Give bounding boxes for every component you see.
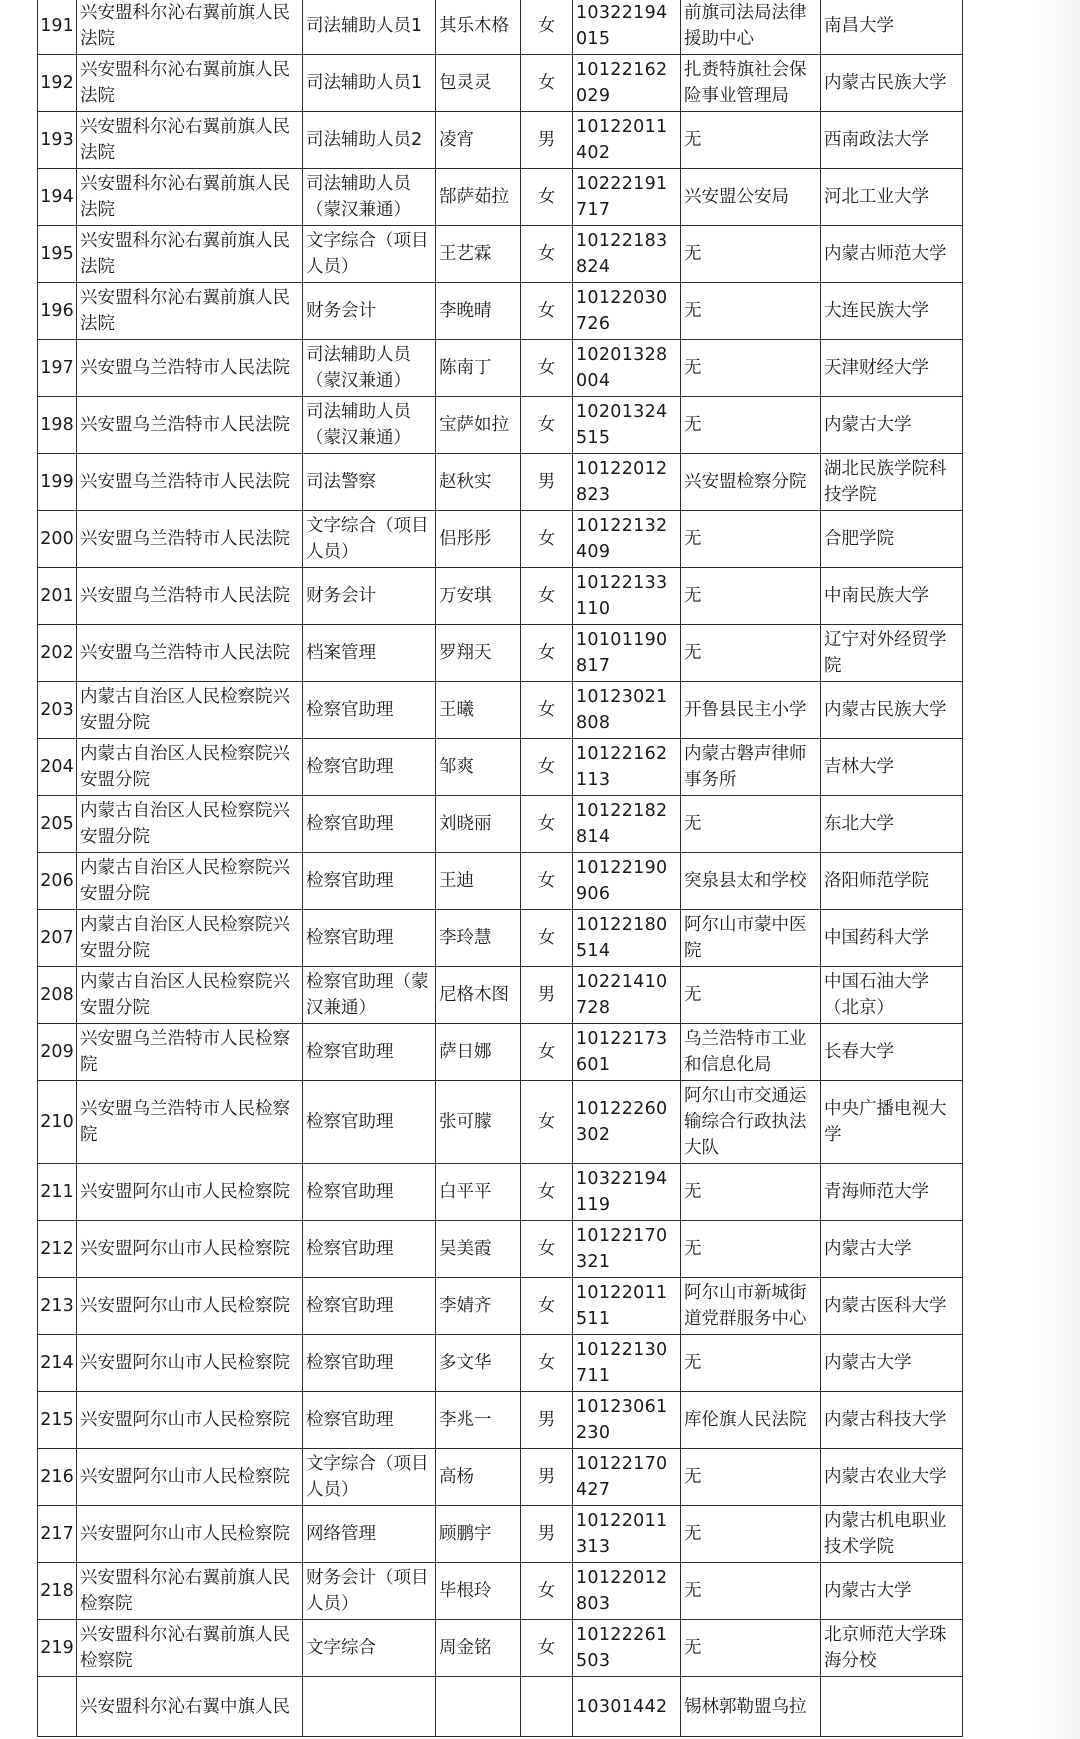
ticket-number-cell: 10221410728 — [573, 967, 681, 1024]
row-number-cell: 191 — [38, 0, 77, 55]
position-cell: 财务会计 — [303, 568, 436, 625]
name-cell: 吴美霞 — [436, 1221, 521, 1278]
name-cell: 王迪 — [436, 853, 521, 910]
name-cell: 张可朦 — [436, 1081, 521, 1164]
table-row — [38, 967, 963, 1024]
ticket-number-cell: 10122162113 — [573, 739, 681, 796]
position-cell: 检察官助理（蒙汉兼通） — [303, 967, 436, 1024]
ticket-number-cell: 10122011313 — [573, 1506, 681, 1563]
unit-cell: 兴安盟阿尔山市人民检察院 — [77, 1506, 303, 1563]
name-cell: 陈南丁 — [436, 340, 521, 397]
current-employer-cell: 兴安盟公安局 — [681, 169, 821, 226]
name-cell: 毕根玲 — [436, 1563, 521, 1620]
name-cell: 顾鹏宇 — [436, 1506, 521, 1563]
current-employer-cell: 无 — [681, 1563, 821, 1620]
school-cell: 长春大学 — [821, 1024, 963, 1081]
ticket-number-cell: 10122132409 — [573, 511, 681, 568]
unit-cell: 兴安盟科尔沁右翼前旗人民检察院 — [77, 1620, 303, 1677]
table-row — [38, 1081, 963, 1164]
row-number-cell — [38, 1677, 77, 1737]
name-cell: 包灵灵 — [436, 55, 521, 112]
school-cell: 洛阳师范学院 — [821, 853, 963, 910]
name-cell: 李兆一 — [436, 1392, 521, 1449]
table-row — [38, 1563, 963, 1620]
name-cell: 万安琪 — [436, 568, 521, 625]
position-cell — [303, 1677, 436, 1737]
gender-cell: 女 — [521, 340, 573, 397]
ticket-number-cell: 10122130711 — [573, 1335, 681, 1392]
position-cell: 司法辅助人员2 — [303, 112, 436, 169]
ticket-number-cell: 10122012823 — [573, 454, 681, 511]
current-employer-cell: 无 — [681, 1221, 821, 1278]
unit-cell: 内蒙古自治区人民检察院兴安盟分院 — [77, 739, 303, 796]
position-cell: 检察官助理 — [303, 796, 436, 853]
unit-cell: 兴安盟科尔沁右翼前旗人民法院 — [77, 169, 303, 226]
current-employer-cell: 无 — [681, 511, 821, 568]
table-row — [38, 910, 963, 967]
school-cell: 西南政法大学 — [821, 112, 963, 169]
school-cell: 中央广播电视大学 — [821, 1081, 963, 1164]
gender-cell: 女 — [521, 1164, 573, 1221]
current-employer-cell: 阿尔山市交通运输综合行政执法大队 — [681, 1081, 821, 1164]
current-employer-cell: 无 — [681, 283, 821, 340]
unit-cell: 兴安盟乌兰浩特市人民法院 — [77, 568, 303, 625]
school-cell: 内蒙古大学 — [821, 397, 963, 454]
gender-cell: 女 — [521, 1024, 573, 1081]
school-cell: 内蒙古大学 — [821, 1335, 963, 1392]
row-number-cell: 209 — [38, 1024, 77, 1081]
name-cell: 李婧齐 — [436, 1278, 521, 1335]
table-row — [38, 112, 963, 169]
row-number-cell: 204 — [38, 739, 77, 796]
row-number-cell: 194 — [38, 169, 77, 226]
current-employer-cell: 阿尔山市新城街道党群服务中心 — [681, 1278, 821, 1335]
name-cell: 李晚晴 — [436, 283, 521, 340]
ticket-number-cell: 10122011402 — [573, 112, 681, 169]
gender-cell: 女 — [521, 625, 573, 682]
name-cell: 侣彤彤 — [436, 511, 521, 568]
gender-cell: 男 — [521, 1506, 573, 1563]
name-cell: 凌宵 — [436, 112, 521, 169]
position-cell: 检察官助理 — [303, 1278, 436, 1335]
table-row — [38, 1620, 963, 1677]
row-number-cell: 217 — [38, 1506, 77, 1563]
current-employer-cell: 无 — [681, 1620, 821, 1677]
current-employer-cell: 兴安盟检察分院 — [681, 454, 821, 511]
row-number-cell: 218 — [38, 1563, 77, 1620]
position-cell: 检察官助理 — [303, 853, 436, 910]
school-cell: 合肥学院 — [821, 511, 963, 568]
name-cell: 李玲慧 — [436, 910, 521, 967]
current-employer-cell: 无 — [681, 1164, 821, 1221]
unit-cell: 兴安盟阿尔山市人民检察院 — [77, 1335, 303, 1392]
gender-cell: 男 — [521, 1392, 573, 1449]
gender-cell: 女 — [521, 397, 573, 454]
current-employer-cell: 无 — [681, 1449, 821, 1506]
ticket-number-cell: 10122170427 — [573, 1449, 681, 1506]
name-cell: 王曦 — [436, 682, 521, 739]
ticket-number-cell: 10122133110 — [573, 568, 681, 625]
unit-cell: 兴安盟乌兰浩特市人民法院 — [77, 511, 303, 568]
name-cell: 白平平 — [436, 1164, 521, 1221]
gender-cell: 男 — [521, 112, 573, 169]
school-cell: 中国药科大学 — [821, 910, 963, 967]
unit-cell: 兴安盟科尔沁右翼前旗人民法院 — [77, 0, 303, 55]
roster-table-container — [37, 0, 963, 1737]
position-cell: 财务会计（项目人员） — [303, 1563, 436, 1620]
school-cell: 内蒙古民族大学 — [821, 55, 963, 112]
school-cell: 北京师范大学珠海分校 — [821, 1620, 963, 1677]
table-row — [38, 1335, 963, 1392]
name-cell: 邹爽 — [436, 739, 521, 796]
position-cell: 检察官助理 — [303, 1024, 436, 1081]
table-row — [38, 796, 963, 853]
unit-cell: 内蒙古自治区人民检察院兴安盟分院 — [77, 796, 303, 853]
row-number-cell: 208 — [38, 967, 77, 1024]
unit-cell: 兴安盟科尔沁右翼前旗人民法院 — [77, 112, 303, 169]
unit-cell: 兴安盟乌兰浩特市人民法院 — [77, 454, 303, 511]
unit-cell: 兴安盟乌兰浩特市人民法院 — [77, 397, 303, 454]
ticket-number-cell: 10122162029 — [573, 55, 681, 112]
gender-cell: 女 — [521, 739, 573, 796]
school-cell: 大连民族大学 — [821, 283, 963, 340]
school-cell: 吉林大学 — [821, 739, 963, 796]
current-employer-cell: 前旗司法局法律援助中心 — [681, 0, 821, 55]
ticket-number-cell: 10301442 — [573, 1677, 681, 1737]
current-employer-cell: 无 — [681, 226, 821, 283]
ticket-number-cell: 10101190817 — [573, 625, 681, 682]
row-number-cell: 192 — [38, 55, 77, 112]
table-body — [38, 0, 963, 1737]
position-cell: 文字综合（项目人员） — [303, 1449, 436, 1506]
unit-cell: 兴安盟阿尔山市人民检察院 — [77, 1278, 303, 1335]
position-cell: 财务会计 — [303, 283, 436, 340]
current-employer-cell: 库伦旗人民法院 — [681, 1392, 821, 1449]
name-cell — [436, 1677, 521, 1737]
ticket-number-cell: 10122030726 — [573, 283, 681, 340]
current-employer-cell: 无 — [681, 967, 821, 1024]
table-row — [38, 853, 963, 910]
unit-cell: 兴安盟科尔沁右翼前旗人民检察院 — [77, 1563, 303, 1620]
position-cell: 司法警察 — [303, 454, 436, 511]
gender-cell: 女 — [521, 853, 573, 910]
row-number-cell: 211 — [38, 1164, 77, 1221]
row-number-cell: 210 — [38, 1081, 77, 1164]
unit-cell: 兴安盟乌兰浩特市人民法院 — [77, 625, 303, 682]
table-row — [38, 1392, 963, 1449]
unit-cell: 兴安盟乌兰浩特市人民检察院 — [77, 1081, 303, 1164]
row-number-cell: 207 — [38, 910, 77, 967]
table-row — [38, 0, 963, 55]
row-number-cell: 216 — [38, 1449, 77, 1506]
name-cell: 高杨 — [436, 1449, 521, 1506]
name-cell: 郜萨茹拉 — [436, 169, 521, 226]
position-cell: 检察官助理 — [303, 1335, 436, 1392]
current-employer-cell: 无 — [681, 1506, 821, 1563]
row-number-cell: 206 — [38, 853, 77, 910]
table-row — [38, 169, 963, 226]
position-cell: 文字综合（项目人员） — [303, 226, 436, 283]
position-cell: 档案管理 — [303, 625, 436, 682]
school-cell: 内蒙古大学 — [821, 1563, 963, 1620]
ticket-number-cell: 10122190906 — [573, 853, 681, 910]
school-cell: 内蒙古民族大学 — [821, 682, 963, 739]
ticket-number-cell: 10222191717 — [573, 169, 681, 226]
ticket-number-cell: 10123061230 — [573, 1392, 681, 1449]
roster-table — [37, 0, 963, 1737]
table-row — [38, 568, 963, 625]
position-cell: 司法辅助人员（蒙汉兼通） — [303, 397, 436, 454]
position-cell: 检察官助理 — [303, 910, 436, 967]
name-cell: 赵秋实 — [436, 454, 521, 511]
current-employer-cell: 突泉县太和学校 — [681, 853, 821, 910]
unit-cell: 兴安盟科尔沁右翼中旗人民 — [77, 1677, 303, 1737]
school-cell: 辽宁对外经贸学院 — [821, 625, 963, 682]
school-cell: 天津财经大学 — [821, 340, 963, 397]
ticket-number-cell: 10122170321 — [573, 1221, 681, 1278]
ticket-number-cell: 10122180514 — [573, 910, 681, 967]
school-cell — [821, 1677, 963, 1737]
position-cell: 文字综合（项目人员） — [303, 511, 436, 568]
school-cell: 东北大学 — [821, 796, 963, 853]
current-employer-cell: 无 — [681, 112, 821, 169]
current-employer-cell: 内蒙古磐声律师事务所 — [681, 739, 821, 796]
gender-cell: 女 — [521, 1620, 573, 1677]
current-employer-cell: 开鲁县民主小学 — [681, 682, 821, 739]
row-number-cell: 203 — [38, 682, 77, 739]
ticket-number-cell: 10122261503 — [573, 1620, 681, 1677]
current-employer-cell: 无 — [681, 340, 821, 397]
table-row — [38, 454, 963, 511]
gender-cell: 女 — [521, 1278, 573, 1335]
page-edge-shadow — [1030, 0, 1080, 1739]
table-row — [38, 226, 963, 283]
name-cell: 罗翔天 — [436, 625, 521, 682]
gender-cell: 女 — [521, 283, 573, 340]
gender-cell: 女 — [521, 1563, 573, 1620]
ticket-number-cell: 10322194015 — [573, 0, 681, 55]
ticket-number-cell: 10122173601 — [573, 1024, 681, 1081]
ticket-number-cell: 10123021808 — [573, 682, 681, 739]
row-number-cell: 205 — [38, 796, 77, 853]
table-row — [38, 1506, 963, 1563]
position-cell: 检察官助理 — [303, 1221, 436, 1278]
gender-cell: 女 — [521, 55, 573, 112]
current-employer-cell: 无 — [681, 397, 821, 454]
row-number-cell: 193 — [38, 112, 77, 169]
ticket-number-cell: 10322194119 — [573, 1164, 681, 1221]
row-number-cell: 219 — [38, 1620, 77, 1677]
unit-cell: 内蒙古自治区人民检察院兴安盟分院 — [77, 910, 303, 967]
unit-cell: 兴安盟科尔沁右翼前旗人民法院 — [77, 283, 303, 340]
gender-cell: 女 — [521, 1221, 573, 1278]
unit-cell: 兴安盟科尔沁右翼前旗人民法院 — [77, 226, 303, 283]
school-cell: 中国石油大学（北京） — [821, 967, 963, 1024]
current-employer-cell: 无 — [681, 1335, 821, 1392]
table-row — [38, 625, 963, 682]
row-number-cell: 215 — [38, 1392, 77, 1449]
current-employer-cell: 无 — [681, 796, 821, 853]
name-cell: 宝萨如拉 — [436, 397, 521, 454]
unit-cell: 兴安盟科尔沁右翼前旗人民法院 — [77, 55, 303, 112]
table-row — [38, 340, 963, 397]
name-cell: 尼格木图 — [436, 967, 521, 1024]
gender-cell — [521, 1677, 573, 1737]
table-row — [38, 739, 963, 796]
table-row — [38, 1449, 963, 1506]
ticket-number-cell: 10122012803 — [573, 1563, 681, 1620]
name-cell: 王艺霖 — [436, 226, 521, 283]
position-cell: 文字综合 — [303, 1620, 436, 1677]
current-employer-cell: 扎赉特旗社会保险事业管理局 — [681, 55, 821, 112]
row-number-cell: 202 — [38, 625, 77, 682]
school-cell: 内蒙古科技大学 — [821, 1392, 963, 1449]
table-row — [38, 1677, 963, 1737]
position-cell: 检察官助理 — [303, 1164, 436, 1221]
table-row — [38, 55, 963, 112]
row-number-cell: 212 — [38, 1221, 77, 1278]
gender-cell: 男 — [521, 454, 573, 511]
row-number-cell: 213 — [38, 1278, 77, 1335]
unit-cell: 兴安盟乌兰浩特市人民法院 — [77, 340, 303, 397]
position-cell: 司法辅助人员1 — [303, 55, 436, 112]
row-number-cell: 195 — [38, 226, 77, 283]
table-row — [38, 397, 963, 454]
table-row — [38, 1024, 963, 1081]
name-cell: 周金铭 — [436, 1620, 521, 1677]
ticket-number-cell: 10122260302 — [573, 1081, 681, 1164]
row-number-cell: 199 — [38, 454, 77, 511]
current-employer-cell: 无 — [681, 625, 821, 682]
gender-cell: 女 — [521, 568, 573, 625]
row-number-cell: 198 — [38, 397, 77, 454]
gender-cell: 女 — [521, 0, 573, 55]
ticket-number-cell: 10201324515 — [573, 397, 681, 454]
position-cell: 司法辅助人员（蒙汉兼通） — [303, 340, 436, 397]
current-employer-cell: 乌兰浩特市工业和信息化局 — [681, 1024, 821, 1081]
school-cell: 内蒙古师范大学 — [821, 226, 963, 283]
unit-cell: 内蒙古自治区人民检察院兴安盟分院 — [77, 967, 303, 1024]
gender-cell: 女 — [521, 910, 573, 967]
row-number-cell: 214 — [38, 1335, 77, 1392]
ticket-number-cell: 10122182814 — [573, 796, 681, 853]
ticket-number-cell: 10122011511 — [573, 1278, 681, 1335]
unit-cell: 兴安盟阿尔山市人民检察院 — [77, 1449, 303, 1506]
current-employer-cell: 无 — [681, 568, 821, 625]
name-cell: 其乐木格 — [436, 0, 521, 55]
table-row — [38, 283, 963, 340]
unit-cell: 内蒙古自治区人民检察院兴安盟分院 — [77, 682, 303, 739]
ticket-number-cell: 10122183824 — [573, 226, 681, 283]
unit-cell: 兴安盟阿尔山市人民检察院 — [77, 1164, 303, 1221]
gender-cell: 女 — [521, 169, 573, 226]
position-cell: 检察官助理 — [303, 682, 436, 739]
table-row — [38, 1278, 963, 1335]
row-number-cell: 201 — [38, 568, 77, 625]
current-employer-cell: 阿尔山市蒙中医院 — [681, 910, 821, 967]
gender-cell: 男 — [521, 967, 573, 1024]
name-cell: 多文华 — [436, 1335, 521, 1392]
ticket-number-cell: 10201328004 — [573, 340, 681, 397]
row-number-cell: 197 — [38, 340, 77, 397]
school-cell: 青海师范大学 — [821, 1164, 963, 1221]
row-number-cell: 196 — [38, 283, 77, 340]
unit-cell: 兴安盟阿尔山市人民检察院 — [77, 1392, 303, 1449]
table-row — [38, 511, 963, 568]
unit-cell: 兴安盟阿尔山市人民检察院 — [77, 1221, 303, 1278]
gender-cell: 女 — [521, 1335, 573, 1392]
gender-cell: 男 — [521, 1449, 573, 1506]
school-cell: 河北工业大学 — [821, 169, 963, 226]
school-cell: 内蒙古大学 — [821, 1221, 963, 1278]
school-cell: 中南民族大学 — [821, 568, 963, 625]
name-cell: 萨日娜 — [436, 1024, 521, 1081]
position-cell: 司法辅助人员1 — [303, 0, 436, 55]
unit-cell: 内蒙古自治区人民检察院兴安盟分院 — [77, 853, 303, 910]
table-row — [38, 1221, 963, 1278]
position-cell: 网络管理 — [303, 1506, 436, 1563]
gender-cell: 女 — [521, 226, 573, 283]
position-cell: 检察官助理 — [303, 1392, 436, 1449]
school-cell: 内蒙古机电职业技术学院 — [821, 1506, 963, 1563]
position-cell: 检察官助理 — [303, 739, 436, 796]
position-cell: 检察官助理 — [303, 1081, 436, 1164]
current-employer-cell: 锡林郭勒盟乌拉 — [681, 1677, 821, 1737]
row-number-cell: 200 — [38, 511, 77, 568]
table-row — [38, 682, 963, 739]
school-cell: 内蒙古医科大学 — [821, 1278, 963, 1335]
gender-cell: 女 — [521, 1081, 573, 1164]
gender-cell: 女 — [521, 682, 573, 739]
unit-cell: 兴安盟乌兰浩特市人民检察院 — [77, 1024, 303, 1081]
gender-cell: 女 — [521, 511, 573, 568]
position-cell: 司法辅助人员（蒙汉兼通） — [303, 169, 436, 226]
school-cell: 南昌大学 — [821, 0, 963, 55]
table-row — [38, 1164, 963, 1221]
name-cell: 刘晓丽 — [436, 796, 521, 853]
school-cell: 湖北民族学院科技学院 — [821, 454, 963, 511]
gender-cell: 女 — [521, 796, 573, 853]
school-cell: 内蒙古农业大学 — [821, 1449, 963, 1506]
